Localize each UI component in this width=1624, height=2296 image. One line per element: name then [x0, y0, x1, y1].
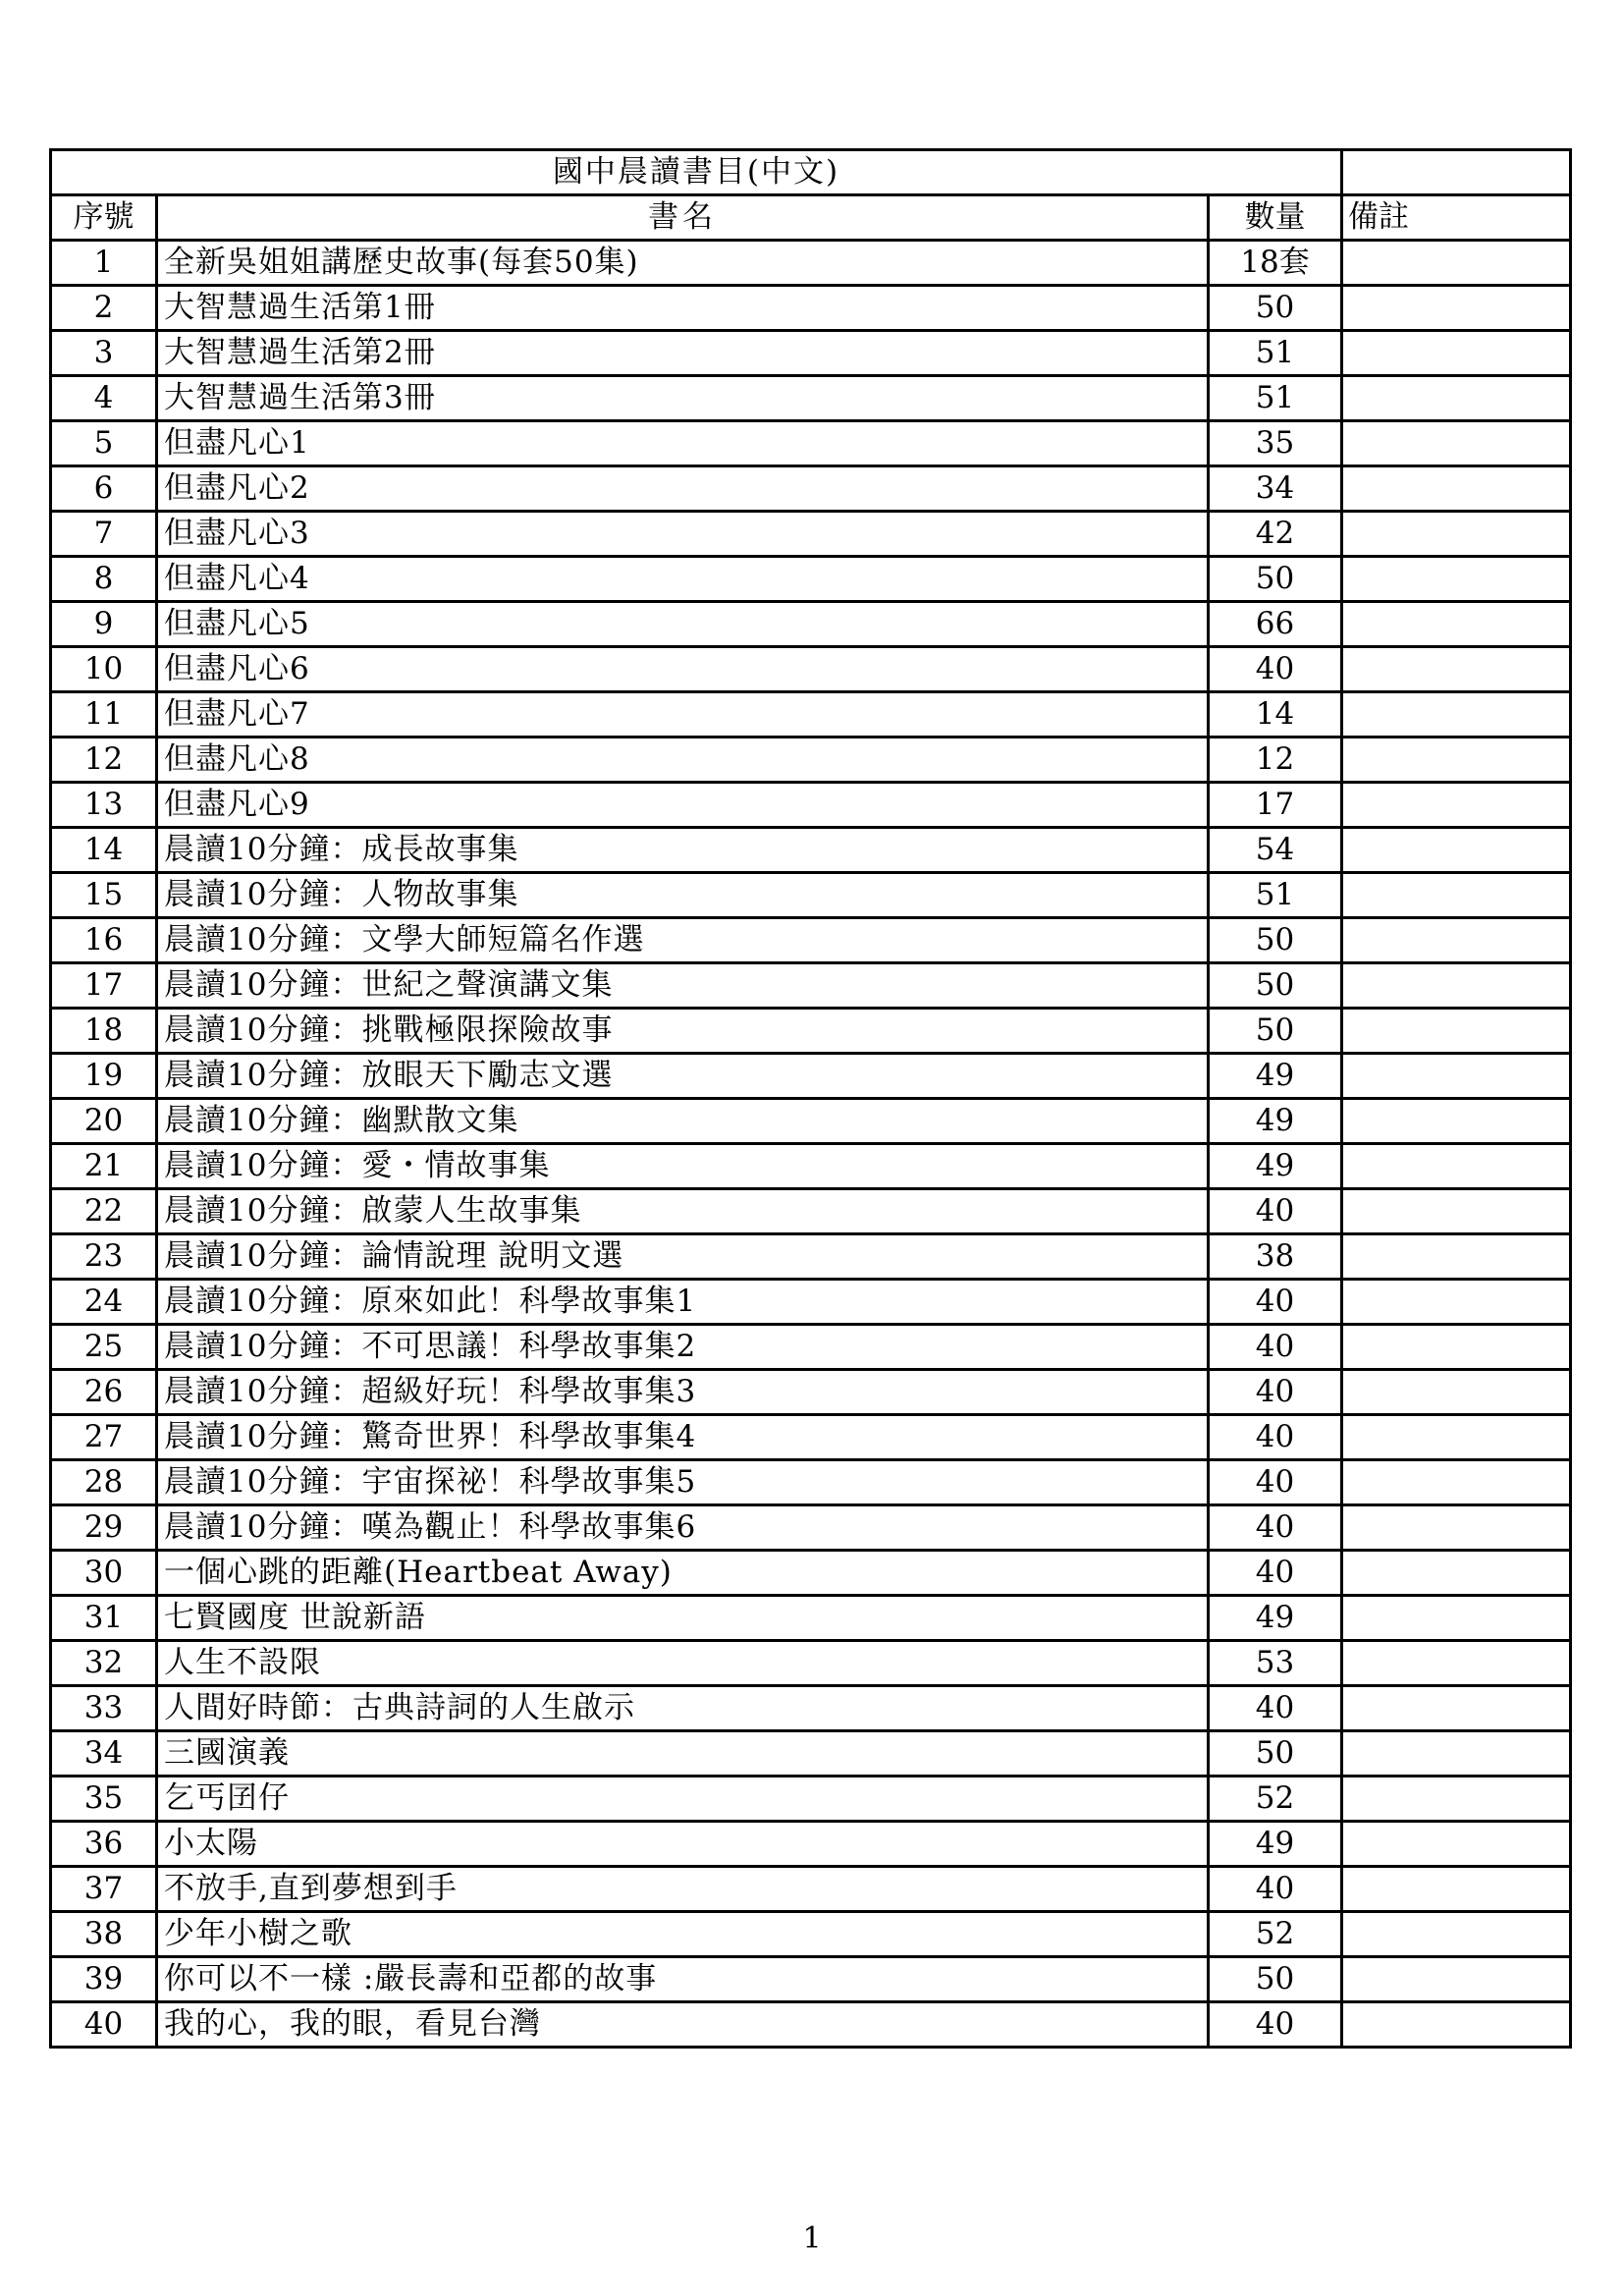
cell-book-name: 但盡凡心9 — [157, 783, 1209, 828]
page-number: 1 — [802, 2221, 822, 2256]
cell-remarks — [1342, 1596, 1571, 1641]
cell-number: 33 — [51, 1686, 157, 1731]
cell-remarks — [1342, 1957, 1571, 2002]
cell-quantity: 49 — [1209, 1822, 1342, 1867]
cell-book-name: 但盡凡心3 — [157, 512, 1209, 557]
title-row-blank-cell — [1342, 150, 1571, 195]
table-row — [51, 1234, 1571, 1280]
cell-remarks — [1342, 602, 1571, 647]
cell-book-name: 但盡凡心6 — [157, 647, 1209, 692]
cell-remarks — [1342, 1009, 1571, 1054]
cell-remarks — [1342, 331, 1571, 376]
cell-number: 2 — [51, 286, 157, 331]
cell-number: 21 — [51, 1144, 157, 1189]
cell-quantity: 51 — [1209, 376, 1342, 421]
cell-book-name: 晨讀10分鐘：世紀之聲演講文集 — [157, 963, 1209, 1009]
cell-number: 22 — [51, 1189, 157, 1234]
table-row — [51, 692, 1571, 738]
table-row — [51, 1144, 1571, 1189]
cell-number: 9 — [51, 602, 157, 647]
cell-book-name: 晨讀10分鐘：人物故事集 — [157, 873, 1209, 918]
cell-remarks — [1342, 692, 1571, 738]
cell-quantity: 17 — [1209, 783, 1342, 828]
cell-quantity: 52 — [1209, 1912, 1342, 1957]
table-row — [51, 1822, 1571, 1867]
cell-book-name: 乞丐囝仔 — [157, 1777, 1209, 1822]
cell-quantity: 40 — [1209, 2002, 1342, 2048]
cell-book-name: 晨讀10分鐘：文學大師短篇名作選 — [157, 918, 1209, 963]
cell-quantity: 50 — [1209, 963, 1342, 1009]
cell-number: 40 — [51, 2002, 157, 2048]
cell-number: 4 — [51, 376, 157, 421]
cell-book-name: 但盡凡心4 — [157, 557, 1209, 602]
cell-book-name: 七賢國度 世說新語 — [157, 1596, 1209, 1641]
table-row — [51, 1505, 1571, 1551]
table-row — [51, 376, 1571, 421]
cell-book-name: 晨讀10分鐘：幽默散文集 — [157, 1099, 1209, 1144]
cell-number: 19 — [51, 1054, 157, 1099]
cell-remarks — [1342, 873, 1571, 918]
cell-number: 38 — [51, 1912, 157, 1957]
cell-remarks — [1342, 2002, 1571, 2048]
cell-number: 8 — [51, 557, 157, 602]
cell-book-name: 晨讀10分鐘：宇宙探祕！科學故事集5 — [157, 1460, 1209, 1505]
cell-remarks — [1342, 1460, 1571, 1505]
cell-remarks — [1342, 1731, 1571, 1777]
table-title: 國中晨讀書目(中文) — [51, 150, 1342, 195]
cell-number: 25 — [51, 1325, 157, 1370]
cell-quantity: 49 — [1209, 1099, 1342, 1144]
cell-book-name: 但盡凡心8 — [157, 738, 1209, 783]
cell-number: 12 — [51, 738, 157, 783]
cell-remarks — [1342, 376, 1571, 421]
cell-number: 16 — [51, 918, 157, 963]
cell-number: 5 — [51, 421, 157, 466]
table-row — [51, 738, 1571, 783]
cell-quantity: 51 — [1209, 331, 1342, 376]
table-row — [51, 557, 1571, 602]
cell-remarks — [1342, 1370, 1571, 1415]
cell-quantity: 49 — [1209, 1054, 1342, 1099]
cell-quantity: 50 — [1209, 1731, 1342, 1777]
cell-quantity: 38 — [1209, 1234, 1342, 1280]
cell-quantity: 42 — [1209, 512, 1342, 557]
header-quantity: 數量 — [1209, 195, 1342, 241]
cell-quantity: 40 — [1209, 1686, 1342, 1731]
header-book-name: 書名 — [157, 195, 1209, 241]
header-remarks: 備註 — [1342, 195, 1571, 241]
cell-book-name: 人生不設限 — [157, 1641, 1209, 1686]
table-row — [51, 1325, 1571, 1370]
cell-book-name: 但盡凡心5 — [157, 602, 1209, 647]
cell-book-name: 你可以不一樣 :嚴長壽和亞都的故事 — [157, 1957, 1209, 2002]
cell-number: 29 — [51, 1505, 157, 1551]
cell-remarks — [1342, 512, 1571, 557]
cell-number: 14 — [51, 828, 157, 873]
cell-number: 39 — [51, 1957, 157, 2002]
cell-remarks — [1342, 421, 1571, 466]
cell-remarks — [1342, 1777, 1571, 1822]
cell-number: 36 — [51, 1822, 157, 1867]
cell-book-name: 晨讀10分鐘：超級好玩！科學故事集3 — [157, 1370, 1209, 1415]
cell-quantity: 66 — [1209, 602, 1342, 647]
table-row — [51, 1777, 1571, 1822]
table-row — [51, 1099, 1571, 1144]
cell-number: 6 — [51, 466, 157, 512]
cell-book-name: 晨讀10分鐘：論情說理 說明文選 — [157, 1234, 1209, 1280]
cell-remarks — [1342, 1415, 1571, 1460]
cell-remarks — [1342, 1144, 1571, 1189]
cell-remarks — [1342, 1551, 1571, 1596]
book-list-table — [49, 148, 1572, 2049]
cell-quantity: 50 — [1209, 1957, 1342, 2002]
cell-remarks — [1342, 1325, 1571, 1370]
table-row — [51, 1957, 1571, 2002]
table-row — [51, 1370, 1571, 1415]
cell-quantity: 50 — [1209, 286, 1342, 331]
cell-remarks — [1342, 647, 1571, 692]
cell-book-name: 晨讀10分鐘：原來如此！科學故事集1 — [157, 1280, 1209, 1325]
table-row — [51, 331, 1571, 376]
cell-book-name: 晨讀10分鐘：挑戰極限探險故事 — [157, 1009, 1209, 1054]
cell-book-name: 一個心跳的距離(Heartbeat Away) — [157, 1551, 1209, 1596]
cell-remarks — [1342, 286, 1571, 331]
cell-quantity: 53 — [1209, 1641, 1342, 1686]
table-row — [51, 1415, 1571, 1460]
cell-number: 27 — [51, 1415, 157, 1460]
header-number: 序號 — [51, 195, 157, 241]
table-row — [51, 963, 1571, 1009]
table-row — [51, 1460, 1571, 1505]
table-row — [51, 512, 1571, 557]
cell-book-name: 不放手,直到夢想到手 — [157, 1867, 1209, 1912]
cell-quantity: 54 — [1209, 828, 1342, 873]
cell-book-name: 但盡凡心1 — [157, 421, 1209, 466]
cell-quantity: 12 — [1209, 738, 1342, 783]
cell-remarks — [1342, 963, 1571, 1009]
cell-book-name: 大智慧過生活第3冊 — [157, 376, 1209, 421]
cell-quantity: 40 — [1209, 1505, 1342, 1551]
cell-book-name: 但盡凡心2 — [157, 466, 1209, 512]
cell-number: 17 — [51, 963, 157, 1009]
table-row — [51, 1596, 1571, 1641]
table-row — [51, 1189, 1571, 1234]
cell-remarks — [1342, 466, 1571, 512]
cell-remarks — [1342, 241, 1571, 286]
cell-quantity: 40 — [1209, 1551, 1342, 1596]
cell-number: 23 — [51, 1234, 157, 1280]
table-row — [51, 1551, 1571, 1596]
table-row — [51, 918, 1571, 963]
table-row — [51, 1280, 1571, 1325]
cell-remarks — [1342, 1099, 1571, 1144]
cell-quantity: 49 — [1209, 1596, 1342, 1641]
cell-remarks — [1342, 783, 1571, 828]
cell-book-name: 全新吳姐姐講歷史故事(每套50集) — [157, 241, 1209, 286]
cell-quantity: 49 — [1209, 1144, 1342, 1189]
cell-remarks — [1342, 738, 1571, 783]
cell-quantity: 50 — [1209, 1009, 1342, 1054]
table-row — [51, 602, 1571, 647]
cell-quantity: 50 — [1209, 557, 1342, 602]
cell-book-name: 但盡凡心7 — [157, 692, 1209, 738]
cell-remarks — [1342, 828, 1571, 873]
table-row — [51, 1054, 1571, 1099]
cell-book-name: 晨讀10分鐘：放眼天下勵志文選 — [157, 1054, 1209, 1099]
cell-remarks — [1342, 1280, 1571, 1325]
table-row — [51, 873, 1571, 918]
cell-book-name: 晨讀10分鐘：啟蒙人生故事集 — [157, 1189, 1209, 1234]
cell-number: 13 — [51, 783, 157, 828]
cell-number: 7 — [51, 512, 157, 557]
cell-quantity: 18套 — [1209, 241, 1342, 286]
cell-quantity: 40 — [1209, 1460, 1342, 1505]
cell-remarks — [1342, 1234, 1571, 1280]
cell-remarks — [1342, 1822, 1571, 1867]
cell-remarks — [1342, 1641, 1571, 1686]
cell-number: 32 — [51, 1641, 157, 1686]
cell-book-name: 我的心，我的眼，看見台灣 — [157, 2002, 1209, 2048]
table-row — [51, 1912, 1571, 1957]
cell-number: 34 — [51, 1731, 157, 1777]
table-row — [51, 421, 1571, 466]
table-row — [51, 1867, 1571, 1912]
cell-book-name: 小太陽 — [157, 1822, 1209, 1867]
cell-number: 30 — [51, 1551, 157, 1596]
cell-book-name: 少年小樹之歌 — [157, 1912, 1209, 1957]
cell-quantity: 35 — [1209, 421, 1342, 466]
cell-book-name: 晨讀10分鐘：驚奇世界！科學故事集4 — [157, 1415, 1209, 1460]
cell-book-name: 人間好時節：古典詩詞的人生啟示 — [157, 1686, 1209, 1731]
cell-book-name: 晨讀10分鐘：愛・情故事集 — [157, 1144, 1209, 1189]
cell-number: 26 — [51, 1370, 157, 1415]
cell-quantity: 40 — [1209, 1370, 1342, 1415]
table-row — [51, 828, 1571, 873]
cell-book-name: 三國演義 — [157, 1731, 1209, 1777]
cell-remarks — [1342, 1912, 1571, 1957]
header-row — [51, 195, 1571, 241]
cell-number: 11 — [51, 692, 157, 738]
cell-quantity: 14 — [1209, 692, 1342, 738]
cell-remarks — [1342, 557, 1571, 602]
cell-quantity: 52 — [1209, 1777, 1342, 1822]
cell-quantity: 40 — [1209, 1867, 1342, 1912]
cell-quantity: 50 — [1209, 918, 1342, 963]
cell-quantity: 40 — [1209, 1189, 1342, 1234]
cell-remarks — [1342, 918, 1571, 963]
table-row — [51, 1731, 1571, 1777]
cell-number: 3 — [51, 331, 157, 376]
cell-number: 10 — [51, 647, 157, 692]
cell-book-name: 晨讀10分鐘：嘆為觀止！科學故事集6 — [157, 1505, 1209, 1551]
cell-book-name: 大智慧過生活第1冊 — [157, 286, 1209, 331]
cell-number: 20 — [51, 1099, 157, 1144]
table-row — [51, 286, 1571, 331]
table-row — [51, 2002, 1571, 2048]
cell-number: 35 — [51, 1777, 157, 1822]
cell-book-name: 晨讀10分鐘：成長故事集 — [157, 828, 1209, 873]
cell-quantity: 34 — [1209, 466, 1342, 512]
table-body — [51, 150, 1571, 2048]
cell-remarks — [1342, 1189, 1571, 1234]
table-row — [51, 1009, 1571, 1054]
table-row — [51, 1641, 1571, 1686]
cell-quantity: 40 — [1209, 1325, 1342, 1370]
cell-quantity: 40 — [1209, 1280, 1342, 1325]
cell-remarks — [1342, 1686, 1571, 1731]
title-row — [51, 150, 1571, 195]
cell-quantity: 40 — [1209, 1415, 1342, 1460]
cell-quantity: 40 — [1209, 647, 1342, 692]
table-row — [51, 647, 1571, 692]
cell-quantity: 51 — [1209, 873, 1342, 918]
table-row — [51, 241, 1571, 286]
cell-number: 24 — [51, 1280, 157, 1325]
cell-book-name: 晨讀10分鐘：不可思議！科學故事集2 — [157, 1325, 1209, 1370]
cell-remarks — [1342, 1505, 1571, 1551]
cell-book-name: 大智慧過生活第2冊 — [157, 331, 1209, 376]
table-row — [51, 783, 1571, 828]
cell-number: 31 — [51, 1596, 157, 1641]
cell-number: 28 — [51, 1460, 157, 1505]
table-row — [51, 1686, 1571, 1731]
cell-remarks — [1342, 1054, 1571, 1099]
cell-remarks — [1342, 1867, 1571, 1912]
cell-number: 37 — [51, 1867, 157, 1912]
table-row — [51, 466, 1571, 512]
cell-number: 18 — [51, 1009, 157, 1054]
cell-number: 1 — [51, 241, 157, 286]
cell-number: 15 — [51, 873, 157, 918]
